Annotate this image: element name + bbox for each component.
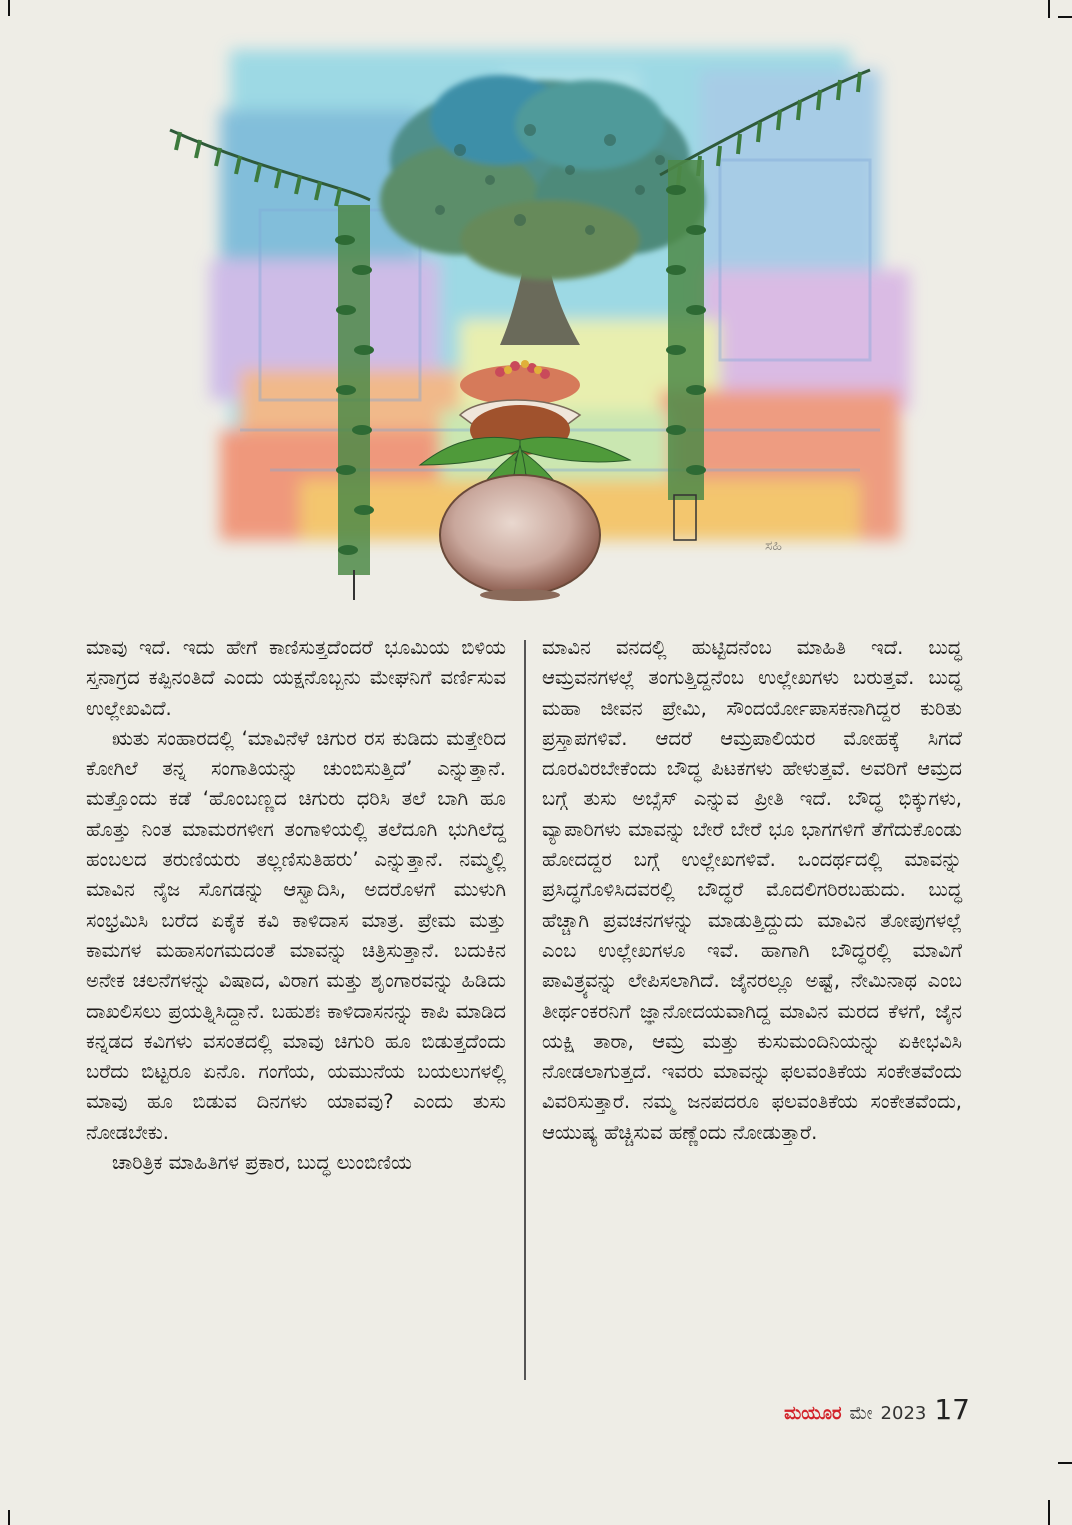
- crop-mark: [1058, 1462, 1072, 1464]
- paragraph: ಮಾವು ಇದೆ. ಇದು ಹೇಗೆ ಕಾಣಿಸುತ್ತದೆಂದರೆ ಭೂಮಿಯ ಬಿಳಿಯ ಸ್ತನಾಗ್ರದ ಕಪ್ಪಿನಂತಿದೆ ಎಂದು ಯಕ್ಷನೊಬ್ಬನು ಮೇಘನಿಗೆ ವರ್ಣಿಸುವ ಉಲ್ಲೇಖವಿದೆ.: [86, 636, 506, 720]
- column-divider: [524, 640, 526, 1380]
- garland-pillar-left: [335, 205, 374, 600]
- artist-signature: ಸಹಿ: [765, 538, 783, 554]
- mango-tree-illustration: [140, 10, 980, 615]
- crop-mark: [8, 0, 10, 16]
- garland-pillar-right: [666, 160, 706, 540]
- issue-year: 2023: [880, 1403, 927, 1424]
- paragraph: ಋತು ಸಂಹಾರದಲ್ಲಿ ‘ಮಾವಿನೆಳೆ ಚಿಗುರ ರಸ ಕುಡಿದು ಮತ್ತೇರಿದ ಕೋಗಿಲೆ ತನ್ನ ಸಂಗಾತಿಯನ್ನು ಚುಂಬಿಸುತ್ತಿದೆ’ ಎನ್ನುತ್ತಾನೆ. ಮತ್ತೊಂದು ಕಡೆ ‘ಹೊಂಬಣ್ಣದ ಚಿಗುರು ಧರಿಸಿ ತಲೆ ಬಾಗಿ ಹೂ ಹೊತ್ತು ನಿಂತ ಮಾಮರಗಳೀಗ ತಂಗಾಳಿಯಲ್ಲಿ ತಲೆದೂಗಿ ಭುಗಿಲೆದ್ದ ಹಂಬಲದ ತರುಣಿಯರು ತಲ್ಲಣಿಸುತಿಹರು’ ಎನ್ನುತ್ತಾನೆ. ನಮ್ಮಲ್ಲಿ ಮಾವಿನ ನೈಜ ಸೊಗಡನ್ನು ಆಸ್ವಾದಿಸಿ, ಅದರೊಳಗೆ ಮುಳುಗಿ ಸಂಭ್ರಮಿಸಿ ಬರೆದ ಏಕೈಕ ಕವಿ ಕಾಳಿದಾಸ ಮಾತ್ರ. ಪ್ರೇಮ ಮತ್ತು ಕಾಮಗಳ ಮಹಾಸಂಗಮದಂತೆ ಮಾವನ್ನು ಚಿತ್ರಿಸುತ್ತಾನೆ. ಬದುಕಿನ ಅನೇಕ ಚಲನೆಗಳನ್ನು ವಿಷಾದ, ವಿರಾಗ ಮತ್ತು ಶೃಂಗಾರವನ್ನು ಹಿಡಿದು ದಾಖಲಿಸಲು ಪ್ರಯತ್ನಿಸಿದ್ದಾನೆ. ಬಹುಶಃ ಕಾಳಿದಾಸನನ್ನು ಕಾಪಿ ಮಾಡಿದ ಕನ್ನಡದ ಕವಿಗಳು ವಸಂತದಲ್ಲಿ ಮಾವು ಚಿಗುರಿ ಹೂ ಬಿಡುತ್ತದೆಂದು ಬರೆದು ಬಿಟ್ಟರೂ ಏನೊ. ಗಂಗೆಯ, ಯಮುನೆಯ ಬಯಲುಗಳಲ್ಲಿ ಮಾವು ಹೂ ಬಿಡುವ ದಿನಗಳು ಯಾವವು? ಎಂದು ತುಸು ನೋಡಬೇಕು.: [86, 726, 506, 1144]
- article-column-left: [86, 633, 506, 1178]
- page-number: 17: [934, 1393, 970, 1426]
- magazine-logo: ಮಯೂರ: [784, 1403, 842, 1424]
- crop-mark: [8, 1510, 10, 1525]
- issue-month: ಮೇ: [849, 1403, 873, 1424]
- paragraph: ಚಾರಿತ್ರಿಕ ಮಾಹಿತಿಗಳ ಪ್ರಕಾರ, ಬುದ್ಧ ಲುಂಬಿಣಿಯ: [112, 1151, 412, 1175]
- crop-mark: [1058, 16, 1072, 18]
- article-column-right: [542, 633, 962, 1148]
- paragraph: ಮಾವಿನ ವನದಲ್ಲಿ ಹುಟ್ಟಿದನೆಂಬ ಮಾಹಿತಿ ಇದೆ. ಬುದ್ಧ ಆಮ್ರವನಗಳಲ್ಲೆ ತಂಗುತ್ತಿದ್ದನೆಂಬ ಉಲ್ಲೇಖಗಳು ಬರುತ್ತವೆ. ಬುದ್ಧ ಮಹಾ ಜೀವನ ಪ್ರೇಮಿ, ಸೌಂದರ್ಯೋಪಾಸಕನಾಗಿದ್ದರ ಕುರಿತು ಪ್ರಸ್ತಾಪಗಳಿವೆ. ಆದರೆ ಆಮ್ರಪಾಲಿಯರ ಮೋಹಕ್ಕೆ ಸಿಗದೆ ದೂರವಿರಬೇಕೆಂದು ಬೌದ್ಧ ಪಿಟಕಗಳು ಹೇಳುತ್ತವೆ. ಅವರಿಗೆ ಆಮ್ರದ ಬಗ್ಗೆ ತುಸು ಅಬ್ಸೆಸ್ ಎನ್ನುವ ಪ್ರೀತಿ ಇದೆ. ಬೌದ್ಧ ಭಿಕ್ಕುಗಳು, ವ್ಯಾಪಾರಿಗಳು ಮಾವನ್ನು ಬೇರೆ ಬೇರೆ ಭೂ ಭಾಗಗಳಿಗೆ ತೆಗೆದುಕೊಂಡು ಹೋದದ್ದರ ಬಗ್ಗೆ ಉಲ್ಲೇಖಗಳಿವೆ. ಒಂದರ್ಥದಲ್ಲಿ ಮಾವನ್ನು ಪ್ರಸಿದ್ಧಗೊಳಿಸಿದವರಲ್ಲಿ ಬೌದ್ಧರೆ ಮೊದಲಿಗರಿರಬಹುದು. ಬುದ್ಧ ಹೆಚ್ಚಾಗಿ ಪ್ರವಚನಗಳನ್ನು ಮಾಡುತ್ತಿದ್ದುದು ಮಾವಿನ ತೋಪುಗಳಲ್ಲೆ ಎಂಬ ಉಲ್ಲೇಖಗಳೂ ಇವೆ. ಹಾಗಾಗಿ ಬೌದ್ಧರಲ್ಲಿ ಮಾವಿಗೆ ಪಾವಿತ್ರ್ಯವನ್ನು ಲೇಪಿಸಲಾಗಿದೆ. ಜೈನರಲ್ಲೂ ಅಷ್ಟೆ, ನೇಮಿನಾಥ ಎಂಬ ತೀರ್ಥಂಕರನಿಗೆ ಜ್ಞಾನೋದಯವಾಗಿದ್ದ ಮಾವಿನ ಮರದ ಕೆಳಗೆ, ಜೈನ ಯಕ್ಷಿ ತಾರಾ, ಆಮ್ರ ಮತ್ತು ಕುಸುಮಂದಿನಿಯನ್ನು ಏಕೀಭವಿಸಿ ನೋಡಲಾಗುತ್ತದೆ. ಇವರು ಮಾವನ್ನು ಫಲವಂತಿಕೆಯ ಸಂಕೇತವೆಂದು ವಿವರಿಸುತ್ತಾರೆ. ನಮ್ಮ ಜನಪದರೂ ಫಲವಂತಿಕೆಯ ಸಂಕೇತವೆಂದು, ಆಯುಷ್ಯ ಹೆಚ್ಚಿಸುವ ಹಣ್ಣೆಂದು ನೋಡುತ್ತಾರೆ.: [542, 636, 962, 1144]
- page-footer: [760, 1393, 970, 1429]
- crop-mark: [1048, 1500, 1050, 1525]
- crop-mark: [1048, 0, 1050, 18]
